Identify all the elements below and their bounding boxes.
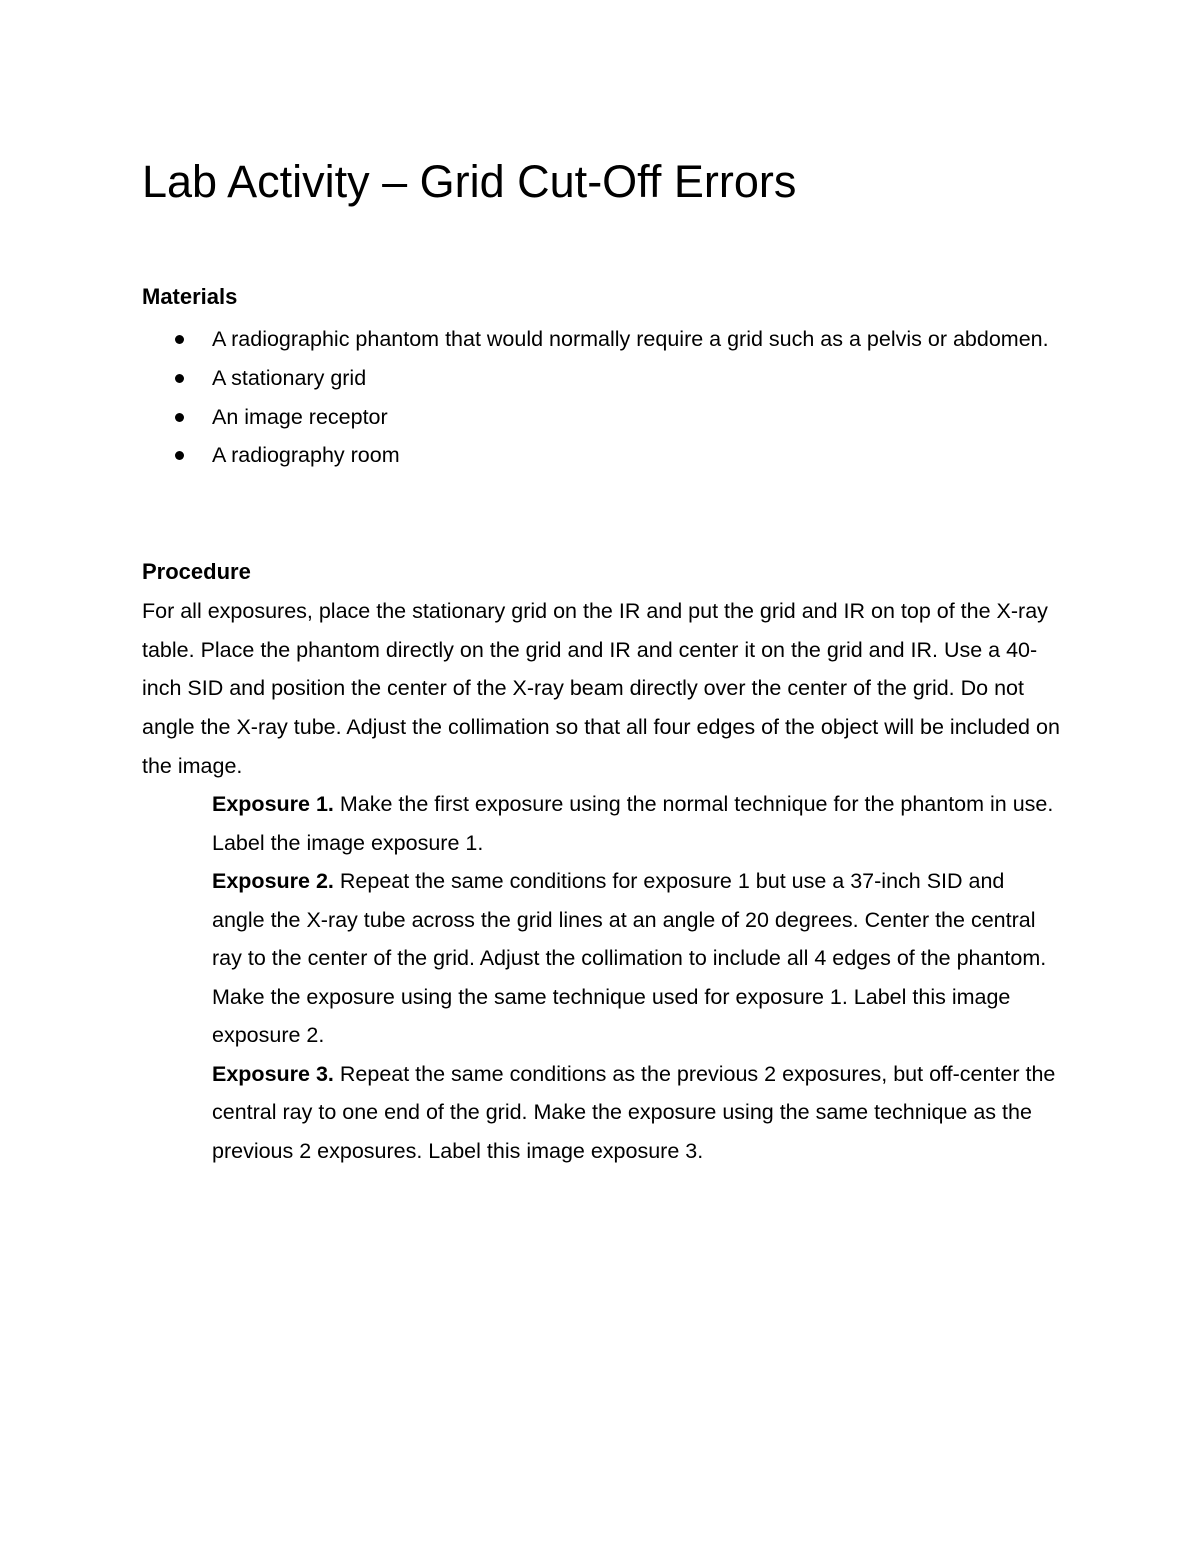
list-item-text: A radiographic phantom that would normally require a grid such as a pelvis or abdomen.: [212, 327, 1049, 351]
exposure-step: [212, 862, 1062, 1055]
exposure-step: [212, 1055, 1062, 1171]
exposure-text: Repeat the same conditions for exposure 1 but use a 37-inch SID and angle the X-ray tube across the grid lines at an angle of 20 degrees. Center the central ray to the center of the grid. Adjust the collimation to include all 4 edges of the phantom. Make the exposure using the same technique used for exposure 1. Label this image exposure 2.: [212, 869, 1047, 1047]
list-item-text: A stationary grid: [212, 365, 367, 390]
materials-list: [142, 320, 1062, 475]
list-item: [142, 359, 1062, 398]
procedure-intro: For all exposures, place the stationary grid on the IR and put the grid and IR on top of the X-ray table. Place the phantom directly on the grid and IR and center it on the grid and IR. Use a 40-inch SID and position the center of the X-ray beam directly over the center of the grid. Do not angle the X-ray tube. Adjust the collimation so that all four edges of the object will be included on the image.: [142, 599, 1060, 778]
list-item: [142, 320, 1062, 359]
materials-heading: Materials: [142, 284, 238, 309]
list-item-text: A radiography room: [212, 443, 400, 468]
exposure-label: Exposure 1.: [212, 792, 334, 816]
exposure-text: Make the first exposure using the normal technique for the phantom in use. Label the image exposure 1.: [212, 792, 1054, 855]
list-item: [142, 398, 1062, 437]
exposure-steps: [212, 785, 1062, 1170]
procedure-heading: Procedure: [142, 559, 251, 584]
list-item-text: An image receptor: [212, 404, 388, 429]
bullet-icon: [175, 413, 184, 422]
bullet-icon: [175, 374, 184, 383]
bullet-icon: [175, 451, 184, 460]
exposure-label: Exposure 3.: [212, 1061, 334, 1086]
exposure-step: [212, 785, 1062, 862]
exposure-label: Exposure 2.: [212, 869, 334, 893]
exposure-text: Repeat the same conditions as the previous 2 exposures, but off-center the central ray to one end of the grid. Make the exposure using the same technique as the previous 2 exposures. Label this image exposure 3.: [212, 1061, 1056, 1163]
list-item: [142, 436, 1062, 475]
bullet-icon: [175, 335, 184, 344]
document-title: Lab Activity – Grid Cut-Off Errors: [142, 156, 797, 207]
